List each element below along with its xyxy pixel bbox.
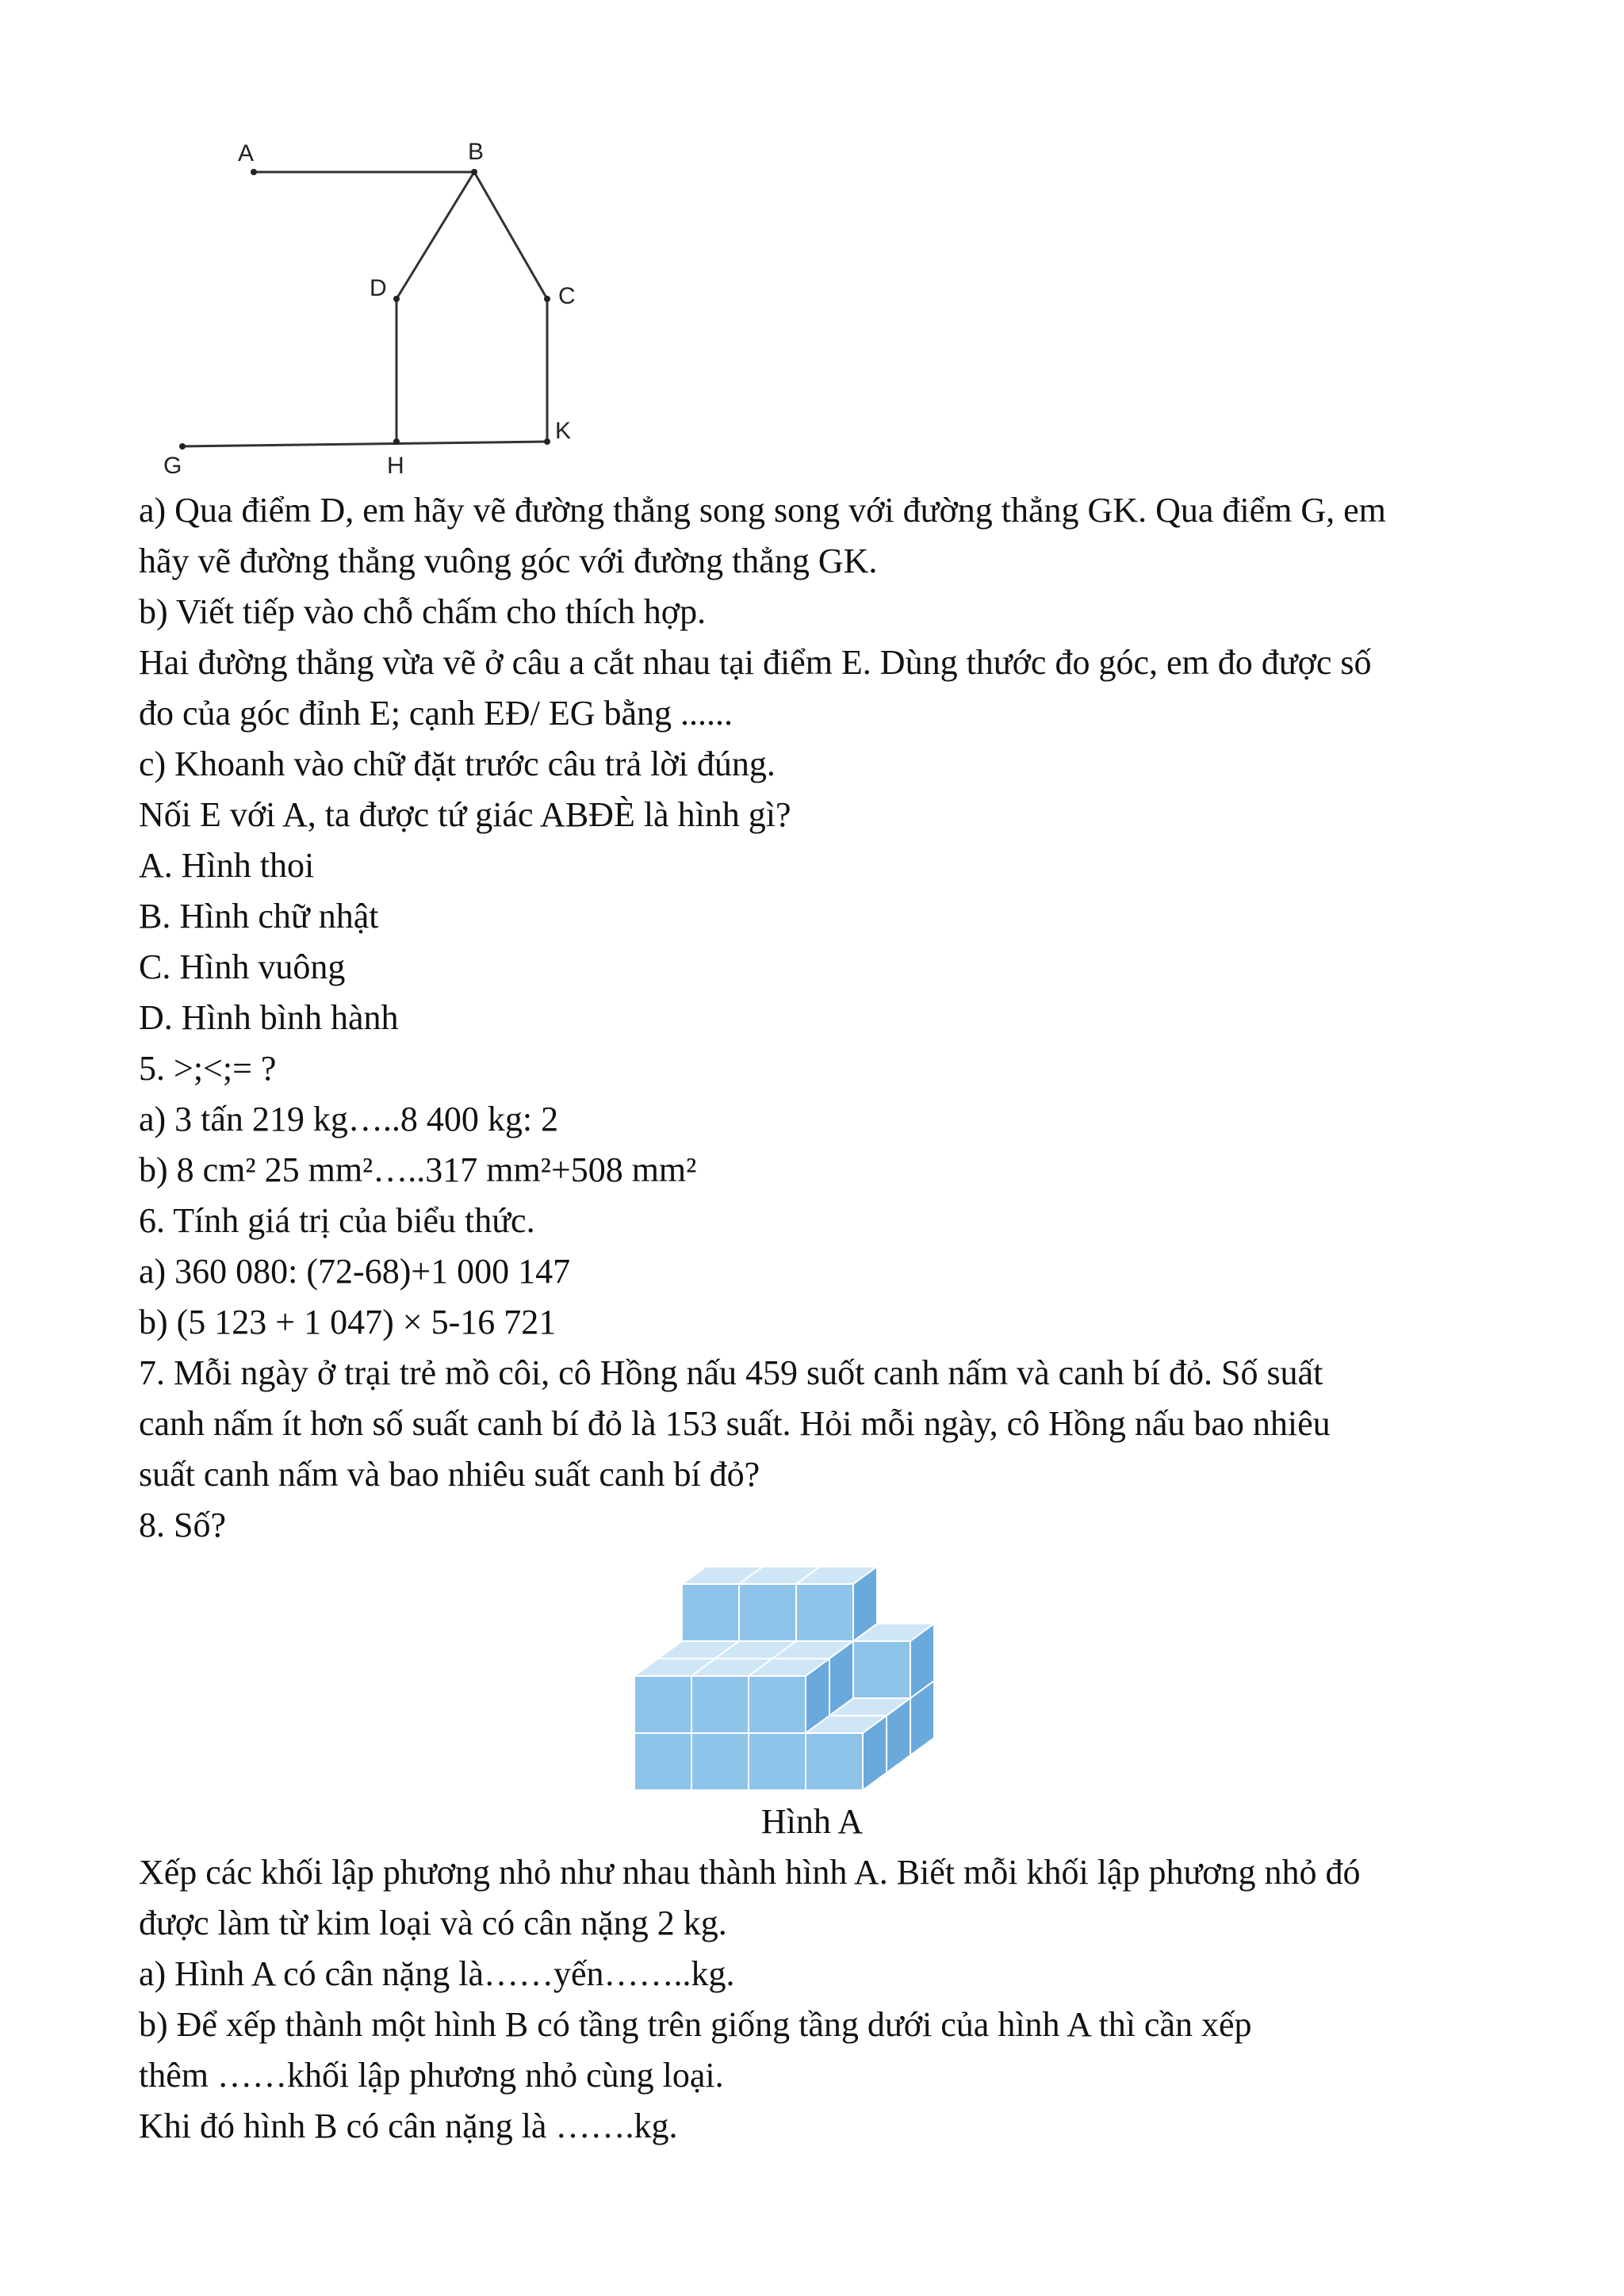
point-a: [251, 169, 257, 175]
text-line: đo của góc đỉnh E; cạnh EĐ/ EG bằng ......: [139, 694, 733, 733]
text-line: a) Qua điểm D, em hãy vẽ đường thẳng song song với đường thẳng GK. Qua điểm G, em: [139, 491, 1386, 530]
text-line: a) Hình A có cân nặng là……yến……..kg.: [139, 1954, 735, 1993]
text-line: Khi đó hình B có cân nặng là …….kg.: [139, 2107, 678, 2145]
text-line: b) Để xếp thành một hình B có tầng trên giống tầng dưới của hình A thì cần xếp: [139, 2005, 1252, 2044]
label-d: D: [370, 275, 387, 301]
text-line: canh nấm ít hơn số suất canh bí đỏ là 153 suất. Hỏi mỗi ngày, cô Hồng nấu bao nhiêu: [139, 1404, 1331, 1443]
label-b: B: [468, 139, 485, 165]
option-c: C. Hình vuông: [139, 947, 346, 986]
figure-points: [179, 169, 550, 450]
cube: [806, 1716, 887, 1790]
text-line: b) (5 123 + 1 047) × 5-16 721: [139, 1303, 557, 1341]
point-k: [544, 438, 550, 445]
label-h: H: [387, 453, 404, 479]
text-line: thêm ……khối lập phương nhỏ cùng loại.: [139, 2056, 724, 2095]
text-line: 5. >;<;= ?: [139, 1049, 277, 1088]
geometry-figure: [151, 131, 626, 480]
exercise-text: [139, 485, 1534, 1551]
text-line: c) Khoanh vào chữ đặt trước câu trả lời đúng.: [139, 744, 776, 783]
cube: [853, 1624, 934, 1698]
point-d: [393, 296, 400, 302]
text-line: Xếp các khối lập phương nhỏ như nhau thành hình A. Biết mỗi khối lập phương nhỏ đó: [139, 1853, 1361, 1892]
cube: [796, 1567, 877, 1641]
text-line: a) 360 080: (72-68)+1 000 147: [139, 1252, 571, 1291]
segment-bd: [396, 172, 474, 299]
text-line: Nối E với A, ta được tứ giác ABĐÈ là hình gì?: [139, 795, 791, 834]
figure-caption: Hình A: [760, 1802, 864, 1841]
label-c: C: [558, 283, 576, 309]
point-b: [471, 169, 477, 175]
cube-figure: [626, 1554, 1031, 1792]
cube: [749, 1659, 829, 1733]
segment-gk: [182, 442, 547, 446]
text-line: hãy vẽ đường thẳng vuông góc với đường thẳng GK.: [139, 541, 878, 580]
option-d: D. Hình bình hành: [139, 998, 399, 1037]
text-line: Hai đường thẳng vừa vẽ ở câu a cắt nhau tại điểm E. Dùng thước đo góc, em đo được số: [139, 643, 1372, 682]
point-h: [393, 438, 400, 445]
point-c: [544, 296, 550, 302]
point-g: [179, 443, 186, 450]
label-g: G: [163, 453, 182, 479]
text-line: được làm từ kim loại và có cân nặng 2 kg.: [139, 1904, 727, 1942]
option-a: A. Hình thoi: [139, 846, 315, 885]
text-line: a) 3 tấn 219 kg…..8 400 kg: 2: [139, 1100, 559, 1138]
exercise-text-continued: [139, 1847, 1534, 2152]
text-line: 8. Số?: [139, 1506, 226, 1544]
text-line: b) 8 cm² 25 mm²…..317 mm²+508 mm²: [139, 1150, 697, 1189]
label-k: K: [555, 418, 572, 444]
option-b: B. Hình chữ nhật: [139, 897, 379, 936]
label-a: A: [238, 140, 255, 166]
text-line: 7. Mỗi ngày ở trại trẻ mồ côi, cô Hồng nấu 459 suốt canh nấm và canh bí đỏ. Số suất: [139, 1353, 1323, 1392]
text-line: 6. Tính giá trị của biểu thức.: [139, 1201, 535, 1240]
figure-lines: [182, 172, 547, 446]
text-line: suất canh nấm và bao nhiêu suất canh bí đỏ?: [139, 1455, 760, 1494]
segment-bc: [474, 172, 547, 299]
text-line: b) Viết tiếp vào chỗ chấm cho thích hợp.: [139, 592, 707, 631]
